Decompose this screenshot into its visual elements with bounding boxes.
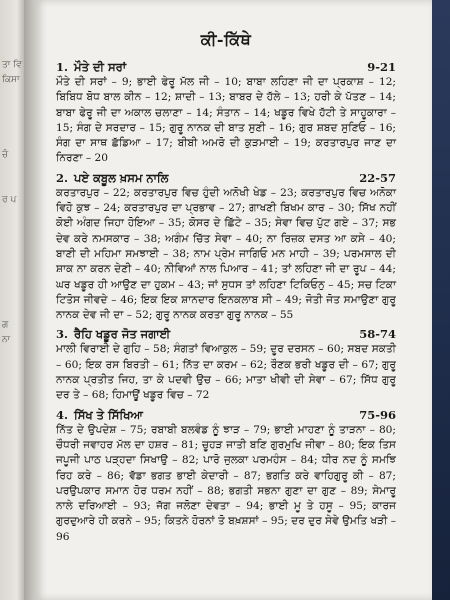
section-number: 1. — [56, 60, 69, 74]
section-title: ਸਿੱਖ ਤੇ ਸਿੱਖਿਆ — [74, 407, 143, 422]
section-entries: ਕਰਤਾਰਪੁਰ – 22; ਕਰਤਾਰਪੁਰ ਵਿਚ ਹੁੰਦੀ ਅਨੋਖੀ ਖੇਡ – 23; ਕਰਤਾਰਪੁਰ ਵਿਚ ਅਨੋਕਾ ਵਿਹੋ ਕੁਝ – 24; ਕਰਤਾਰਪੁਰ ਦਾ ਪ੍ਰਭਾਵ – 27; ਗਾਖਣੀ ਬਿਖਮ ਕਾਰ – 30; ਸਿੱਖ ਨਹੀਂ ਕੋਈ ਅੰਗਦ ਜਿਹਾ ਹੋਇਆ – 35; ਕੋਸਰ ਦੇ ਛਿੱਟੇ – 35; ਸੇਵਾ ਵਿਚ ਪੁੱਟ ਗਏ – 37; ਸਭ ਦੇਵ ਕਰੇ ਨਮਸਕਾਰ – 38; ਅਗੰਮ ਚਿੱਤ ਸੇਵਾ – 40; ਨਾ ਰਿਜ਼ਕ ਦਸਤ ਆ ਕਸੇ – 40; ਬਾਣੀ ਦੀ ਮਹਿਮਾ ਸਮਝਾਈ – 38; ਨਾਮ ਪ੍ਰੇਮ ਜਾਗਿਓ ਮਨ ਮਾਹੀ – 39; ਪਰਮਸਾਲ ਦੀ ਸ਼ਾਕ ਨਾ ਕਰਨ ਦੇਣੀ – 40; ਨੀਵਿਆਂ ਨਾਲ ਪਿਆਰ – 41; ਤਾਂ ਲਹਿਣਾ ਜੀ ਦਾ ਰੂਪ – 44; ਘਰ ਖਡੂਰ ਹੀ ਆਉਣ ਦਾ ਹੁਕਮ – 43; ਜਾਂ ਸੁਧਸ ਤਾਂ ਲਹਿਣਾ ਟਿਕਿਓਨੁ – 45; ਸਚ ਟਿਕਾ ਟਿਤੋਸ ਜੀਵਦੇ – 46; ਇਕ ਇਕ ਸ਼ਾਨਦਾਰ ਇਨਕਲਾਬ ਸੀ – 49; ਜੋਤੀ ਜੋਤ ਸਮਾਉਣਾ ਗੁਰੂ ਨਾਨਕ ਦੇਵ ਜੀ ਦਾ – 52; ਗੁਰੂ ਨਾਨਕ ਕਰਤਾ ਗੁਰੂ ਨਾਨਕ – 55 — [56, 186, 396, 322]
section-page-range: 22-57 — [359, 170, 396, 185]
section-number: 3. — [56, 327, 69, 342]
left-page-fragment: ਕਿਸਾ — [2, 75, 20, 85]
section-heading — [56, 60, 396, 75]
section-title: ਮੌਤੇ ਦੀ ਸਰਾਂ — [74, 60, 127, 74]
section-title: ਪਏ ਕਬੂਲ ਖ਼ਸਮ ਨਾਲਿ — [74, 170, 169, 185]
section-entries: ਨਿੱਤ ਦੇ ਉਪਦੇਸ਼ – 75; ਰਬਾਬੀ ਬਲਵੰਡ ਨੂੰ ਝਾੜ – 79; ਭਾਈ ਮਾਹਣਾ ਨੂੰ ਤਾੜਨਾ – 80; ਚੌਧਰੀ ਜਵਾਹਰ ਮੱਲ ਦਾ ਹਸ਼ਰ – 81; ਚੂਹੜ ਜਾਤੀ ਬਣਿ ਗੁਰਮੁਖਿ ਜੀਵਾ – 80; ਇਕ ਤਿਸ ਜਪੂਜੀ ਪਾਠ ਪੜ੍ਹਦਾ ਸਿਖਾਉ – 82; ਪਾਰੋ ਜੁਲਕਾ ਪਰਮਹੰਸ – 84; ਧੀਰ ਨਦ ਨੂੰ ਸਮਝਿ ਰਿਹ ਕਰੇ – 86; ਵੱਡਾ ਭਗਤ ਭਾਈ ਕੇਦਾਰੀ – 87; ਭਗਤਿ ਕਰੇ ਵਾਹਿਗੁਰੂ ਕੀ – 87; ਪਰਉਪਕਾਰ ਸਮਾਨ ਹੋਰ ਧਰਮ ਨਹੀਂ – 88; ਭਗਤੀ ਸਭਨਾ ਗੁਣਾ ਦਾ ਗੁਣ – 89; ਸੇਮਾਰੂ ਨਾਲੇ ਦਰਿਆਈ – 93; ਜੱਗ ਜਲੋਣਾ ਦੇਵਤਾ – 94; ਭਾਈ ਮੂ ਤੇ ਹਸੂ – 95; ਕਾਰਜ ਗੁਰਦੁਆਰੇ ਹੀ ਕਰਨੇ – 95; ਕਿਤਨੇ ਹੋਰਨਾਂ ਤੋ ਬਖ਼ਸ਼ਸਾਂ – 95; ਦਰ ਦੁਰ ਸੇਵੇ ਉਮਤਿ ਖੜੀ – 96 — [56, 423, 396, 543]
section-number: 4. — [56, 407, 69, 422]
left-page-fragment: ਨਾ — [2, 335, 11, 345]
book-page — [36, 0, 432, 600]
left-page-fragment: ਚੰ — [2, 150, 9, 160]
toc-section-2 — [56, 171, 396, 324]
section-heading — [56, 408, 396, 423]
section-page-range: 58-74 — [359, 327, 396, 342]
section-number: 2. — [56, 170, 69, 185]
toc-section-1 — [56, 60, 396, 167]
left-page-fragment: ਗ — [2, 320, 9, 330]
previous-page-edge — [0, 0, 24, 600]
section-title: ਰੈਹਿ ਖਡੂਰ ਜੋਤ ਜਗਾਈ — [74, 327, 171, 342]
toc-section-3 — [56, 327, 396, 403]
toc-section-4 — [56, 408, 396, 545]
section-heading — [56, 171, 396, 186]
left-page-fragment: ਤਾ ਵਿ — [2, 60, 22, 70]
left-page-fragment: ਰ ਪ — [2, 195, 17, 205]
section-entries: ਮੌਤੇ ਦੀ ਸਰਾਂ – 9; ਭਾਈ ਫੇਰੂ ਮੱਲ ਜੀ – 10; ਬਾਬਾ ਲਹਿਣਾ ਜੀ ਦਾ ਪ੍ਰਕਾਸ਼ – 12; ਬਿਬਿਧ ਬੋਧ ਬਾਲ ਕੀਨ – 12; ਸ਼ਾਦੀ – 13; ਬਾਬਰ ਦੇ ਹੱਲੇ – 13; ਹਰੀ ਕੇ ਪੱਤਣ – 14; ਬਾਬਾ ਫੇਰੂ ਜੀ ਦਾ ਅਕਾਲ ਚਲਾਣਾ – 14; ਸੰਤਾਨ – 14; ਖਡੂਰ ਵਿਖੇ ਹੱਟੀ ਤੇ ਸਾਹੂਕਾਰਾ – 15; ਸੰਗ ਦੇ ਸਰਦਾਰ – 15; ਗੁਰੂ ਨਾਨਕ ਦੀ ਬਾਤ ਸੁਣੀ – 16; ਗੁਰ ਸ਼ਬਦ ਸੁਣਿਓ – 16; ਸੰਗ ਦਾ ਸਾਥ ਛੱਡਿਆ – 17; ਬੀਬੀ ਅਮਰੋ ਦੀ ਕੁੜਮਾਈ – 19; ਕਰਤਾਰਪੁਰ ਜਾਣ ਦਾ ਨਿਰਣਾ – 20 — [56, 76, 396, 165]
section-heading — [56, 327, 396, 342]
section-page-range: 9-21 — [367, 60, 396, 74]
section-page-range: 75-96 — [359, 407, 396, 422]
page-title: ਕੀ-ਕਿੱਥੇ — [200, 30, 252, 49]
section-entries: ਮਾਲੀ ਵਿਰਾਈ ਦੇ ਗੁਹਿ – 58; ਸੰਗਤਾਂ ਵਿਆਕੁਲ – 59; ਦੂਰ ਦਰਸਨ – 60; ਸਬਦ ਸਕਤੀ – 60; ਇਕ ਰਸ ਬਿਰਤੀ – 61; ਨਿੱਤ ਦਾ ਕਰਮ – 62; ਰੌਣਕ ਭਰੀ ਖਡੂਰ ਦੀ – 67; ਗੁਰੂ ਨਾਨਕ ਪ੍ਰਤੀਤ ਜਿਹ, ਤਾ ਕੇ ਪਦਵੀ ਉਚ – 66; ਮਾਤਾ ਖੀਵੀ ਦੀ ਸੇਵਾ – 67; ਸਿੱਧ ਗੁਰੂ ਦਰ ਤੇ – 68; ਹਿਮਾਊਂ ਖਡੂਰ ਵਿਚ – 72 — [56, 343, 396, 402]
table-of-contents — [56, 30, 396, 549]
